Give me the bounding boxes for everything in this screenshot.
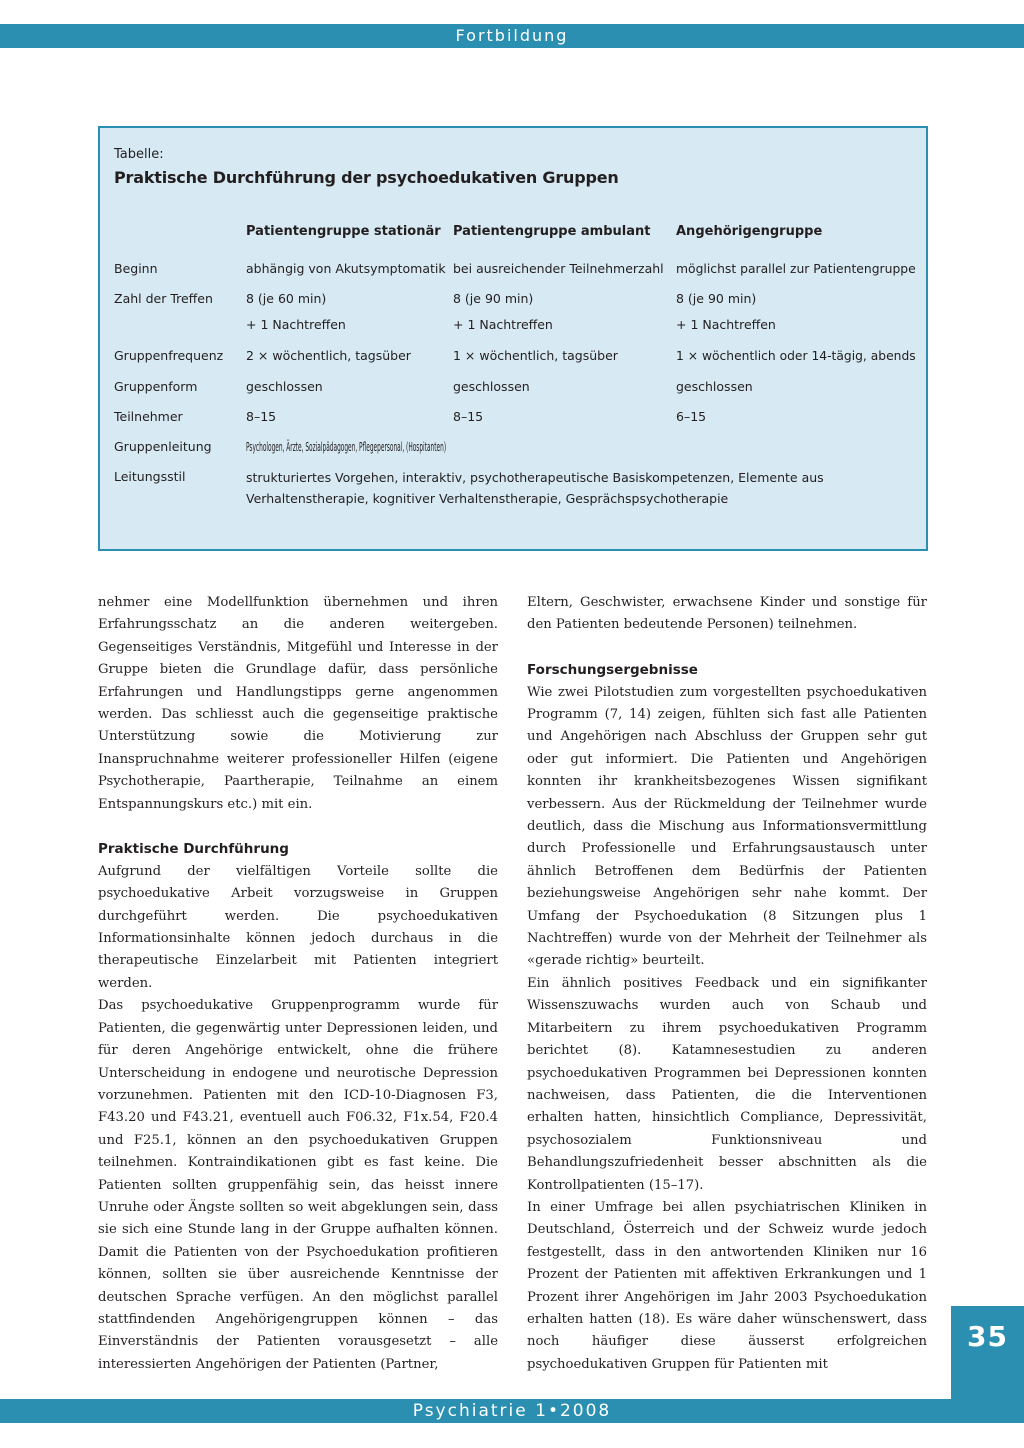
section-title: Fortbildung	[455, 26, 569, 45]
row-label: Leitungsstil	[114, 469, 186, 484]
table-cell: 8–15	[246, 409, 277, 424]
table-cell: 2 × wöchentlich, tagsüber	[246, 348, 411, 363]
table-cell: 1 × wöchentlich, tagsüber	[453, 348, 618, 363]
paragraph: Aufgrund der vielfältigen Vorteile sollte die psychoedukative Arbeit vorzugsweise in Gruppen durchgeführt werden. Die psychoedukativen Informationsinhalte können jedoch durchaus in die therapeutische Einzelarbeit mit Patienten integriert werden.	[98, 863, 498, 991]
left-column	[98, 592, 498, 1376]
row-label: Gruppenleitung	[114, 439, 212, 454]
table-cell: 8 (je 90 min)	[453, 291, 534, 306]
paragraph: Eltern, Geschwister, erwachsene Kinder und sonstige für den Patienten bedeutende Personen) teilnehmen.	[527, 595, 927, 633]
paragraph: In einer Umfrage bei allen psychiatrischen Kliniken in Deutschland, Österreich und der Schweiz wurde jedoch festgestellt, dass in den antwortenden Kliniken nur 16 Prozent der Patienten mit affektiven Erkrankungen und 1 Prozent ihrer Angehörigen im Jahr 2003 Psychoedukation erhalten hatten (18). Es wäre daher wünschenswert, dass noch häufiger diese äusserst erfolgreichen psychoedukativen Gruppen für Patienten mit	[527, 1199, 927, 1372]
section-header-bar	[0, 24, 1024, 48]
table-cell: bei ausreichender Teilnehmerzahl	[453, 261, 664, 276]
table-cell: + 1 Nachtreffen	[246, 317, 346, 332]
column-header-angehoerige: Angehörigengruppe	[676, 224, 823, 239]
table-caption: Tabelle:	[114, 147, 164, 162]
paragraph: Ein ähnlich positives Feedback und ein signifikanter Wissenszuwachs wurden auch von Schaub und Mitarbeitern zu ihrem psychoedukativen Programm berichtet (8). Katamnesestudien zu anderen psychoedukativen Programmen bei Depressionen konnten nachweisen, dass Patienten, die die Interventionen erhalten hatten, hinsichtlich Compliance, Depressivität, psychosozialem Funktionsniveau und Behandlungszufriedenheit besser abschnitten als die Kontrollpatienten (15–17).	[527, 975, 927, 1193]
table-cell: + 1 Nachtreffen	[453, 317, 553, 332]
section-heading: Praktische Durchführung	[98, 841, 289, 858]
table-cell: 8 (je 90 min)	[676, 291, 757, 306]
table-cell: geschlossen	[676, 379, 753, 394]
paragraph: Das psychoedukative Gruppenprogramm wurde für Patienten, die gegenwärtig unter Depressionen leiden, und für deren Angehörige entwickelt, ohne die frühere Unterscheidung in endogene und neurotische Depression vorzunehmen. Patienten mit den ICD-10-Diagnosen F3, F43.20 und F43.21, eventuell auch F06.32, F1x.54, F20.4 und F25.1, können an den psychoedukativen Gruppen teilnehmen. Kontraindikationen gibt es fast keine. Die Patienten sollten gruppenfähig sein, das heisst innere Unruhe oder Ängste sollten so weit abgeklungen sein, dass sie sich eine Stunde lang in der Gruppe aufhalten können. Damit die Patienten von der Psychoedukation profitieren können, sollten sie über ausreichende Kenntnisse der deutschen Sprache verfügen. An den möglichst parallel stattfindenden Angehörigengruppen können – das Einverständnis der Patienten vorausgesetzt – alle interessierten Angehörigen der Patienten (Partner,	[98, 998, 498, 1372]
table-cell: 8 (je 60 min)	[246, 291, 327, 306]
row-label: Zahl der Treffen	[114, 291, 213, 306]
table-cell: geschlossen	[246, 379, 323, 394]
table-cell: abhängig von Akutsymptomatik	[246, 261, 446, 276]
page-number: 35	[967, 1320, 1008, 1353]
row-label: Gruppenform	[114, 379, 198, 394]
table-cell: möglichst parallel zur Patientengruppe	[676, 261, 916, 276]
row-label: Gruppenfrequenz	[114, 348, 224, 363]
journal-issue: Psychiatrie 1•2008	[412, 1401, 612, 1421]
right-column	[527, 592, 927, 1376]
column-header-stationaer: Patientengruppe stationär	[246, 224, 441, 239]
paragraph: nehmer eine Modellfunktion übernehmen und ihren Erfahrungsschatz an die anderen weitergeben. Gegenseitiges Verständnis, Mitgefühl und Interesse in der Gruppe bieten die Grundlage dafür, dass persönliche Erfahrungen und Handlungstipps gerne angenommen werden. Das schliesst auch die gegenseitige praktische Unterstützung sowie die Motivierung zur Inanspruchnahme weiterer professioneller Hilfen (eigene Psychotherapie, Paartherapie, Teilnahme an einem Entspannungskurs etc.) mit ein.	[98, 595, 498, 812]
journal-footer-bar	[0, 1399, 1024, 1423]
row-label: Beginn	[114, 261, 158, 276]
column-header-ambulant: Patientengruppe ambulant	[453, 224, 651, 239]
table-cell: 8–15	[453, 409, 484, 424]
table-cell: 1 × wöchentlich oder 14-tägig, abends	[676, 348, 916, 363]
table-cell: 6–15	[676, 409, 707, 424]
table-cell: + 1 Nachtreffen	[676, 317, 776, 332]
table-cell: strukturiertes Vorgehen, interaktiv, psychotherapeutische Basiskompetenzen, Elemente aus Verhaltenstherapie, kognitiver Verhaltenstherapie, Gesprächspsychotherapie	[246, 470, 824, 506]
section-heading: Forschungsergebnisse	[527, 662, 698, 679]
table-cell: Psychologen, Ärzte, Sozialpädagogen, Pflegepersonal, (Hospitanten)	[246, 439, 447, 454]
paragraph: Wie zwei Pilotstudien zum vorgestellten psychoedukativen Programm (7, 14) zeigen, fühlten sich fast alle Patienten und Angehörigen nach Abschluss der Gruppen sehr gut oder gut informiert. Die Patienten und Angehörigen konnten ihr krankheitsbezogenes Wissen signifikant verbessern. Aus der Rückmeldung der Teilnehmer wurde deutlich, dass die Mischung aus Informationsvermittlung durch Professionelle und Erfahrungsaustausch unter ähnlich Betroffenen dem Bedürfnis der Patienten beziehungsweise Angehörigen sehr nahe kommt. Der Umfang der Psychoedukation (8 Sitzungen plus 1 Nachtreffen) wurde von der Mehrheit der Teilnehmer als «gerade richtig» beurteilt.	[527, 684, 927, 969]
row-label: Teilnehmer	[114, 409, 183, 424]
table-title: Praktische Durchführung der psychoedukativen Gruppen	[114, 168, 619, 187]
table-box	[98, 126, 928, 551]
table-cell: geschlossen	[453, 379, 530, 394]
